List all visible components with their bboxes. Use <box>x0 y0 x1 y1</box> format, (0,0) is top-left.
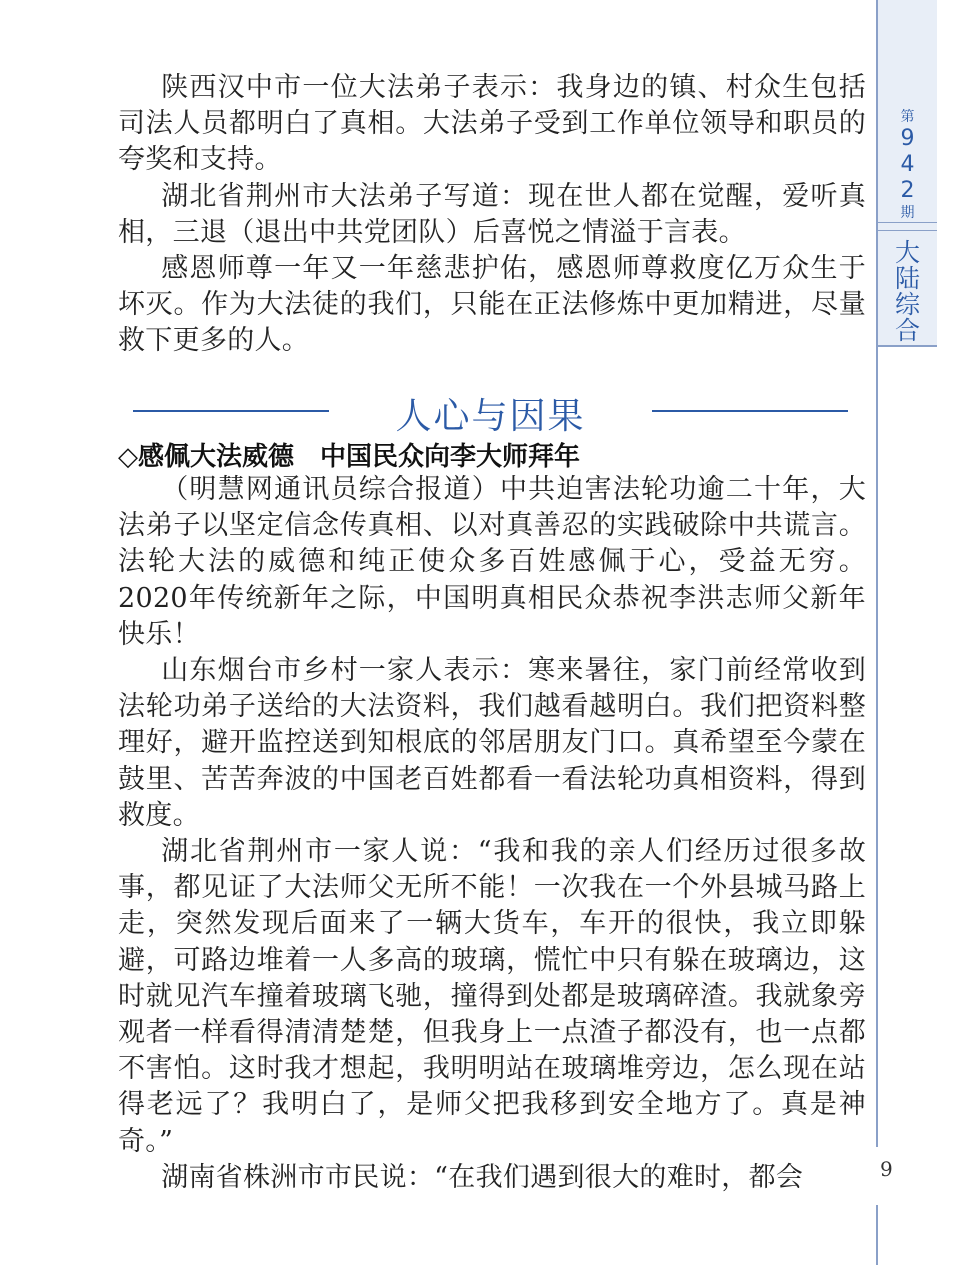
page-number: 9 <box>880 1157 893 1181</box>
margin-rule <box>876 347 878 1147</box>
paragraph: 湖南省株洲市市民说：“在我们遇到很大的难时，都会 <box>161 1161 804 1193</box>
sidebar-divider <box>878 222 937 223</box>
issue-suffix: 期 <box>900 205 915 221</box>
issue-number <box>878 108 937 222</box>
paragraph: 湖北省荆州市大法弟子写道：现在世人都在觉醒，爱听真相，三退（退出中共党团队）后喜悦之情溢于言表。 <box>118 180 866 248</box>
issue-prefix: 第 <box>900 109 915 125</box>
paragraph: 感恩师尊一年又一年慈悲护佑，感恩师尊救度亿万众生于坏灭。作为大法徒的我们，只能在正法修炼中更加精进，尽量救下更多的人。 <box>118 253 866 357</box>
category-char: 大 <box>894 238 920 267</box>
sidebar-tab <box>876 0 937 347</box>
category-char: 陆 <box>894 264 920 293</box>
title-rule-right <box>652 410 848 412</box>
category-char: 合 <box>894 316 920 345</box>
paragraph: （明慧网通讯员综合报道）中共迫害法轮功逾二十年，大法弟子以坚定信念传真相、以对真善忍的实践破除中共谎言。法轮大法的威德和纯正使众多百姓感佩于心，受益无穷。2020年传统新年之际，中国明真相民众恭祝李洪志师父新年快乐！ <box>118 474 866 650</box>
issue-digit: 9 <box>900 126 915 151</box>
paragraph: 湖北省荆州市一家人说：“我和我的亲人们经历过很多故事，都见证了大法师父无所不能！一次我在一个外县城马路上走，突然发现后面来了一辆大货车，车开的很快，我立即躲避，可路边堆着一人多高的玻璃，慌忙中只有躲在玻璃边，这时就见汽车撞着玻璃飞驰，撞得到处都是玻璃碎渣。我就象旁观者一样看得清清楚楚，但我身上一点渣子都没有，也一点都不害怕。这时我才想起，我明明站在玻璃堆旁边，怎么现在站得老远了？我明白了，是师父把我移到安全地方了。真是神奇。” <box>118 836 866 1157</box>
article-body <box>118 472 866 1196</box>
paragraph: 陕西汉中市一位大法弟子表示：我身边的镇、村众生包括司法人员都明白了真相。大法弟子受到工作单位领导和职员的夸奖和支持。 <box>118 72 866 176</box>
issue-digit: 4 <box>900 152 915 177</box>
category-char: 综 <box>894 290 920 319</box>
issue-digit: 2 <box>900 178 915 203</box>
sidebar-bottom-rule <box>878 345 937 347</box>
paragraph: 山东烟台市乡村一家人表示：寒来暑往，家门前经常收到法轮功弟子送给的大法资料，我们越看越明白。我们把资料整理好，避开监控送到知根底的邻居朋友门口。真希望至今蒙在鼓里、苦苦奔波的中国老百姓都看一看法轮功真相资料，得到救度。 <box>118 655 866 831</box>
margin-rule <box>876 1205 878 1265</box>
sidebar-divider <box>878 230 937 231</box>
top-text-block <box>118 70 866 360</box>
article-title: ◇感佩大法威德 中国民众向李大师拜年 <box>118 442 580 472</box>
category-label <box>878 240 937 344</box>
section-heading <box>133 386 848 436</box>
section-title: 人心与因果 <box>395 396 586 437</box>
